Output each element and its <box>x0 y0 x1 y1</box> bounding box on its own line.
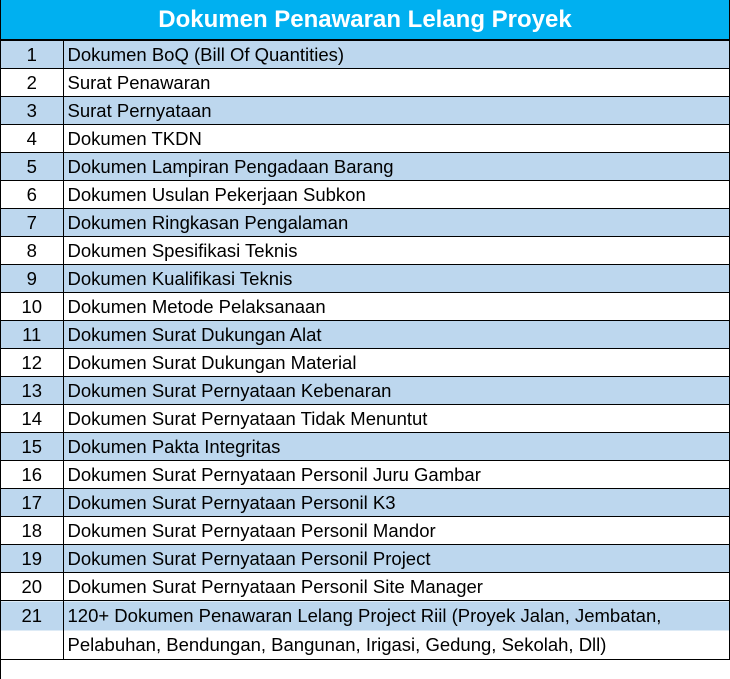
document-name: Dokumen Surat Pernyataan Tidak Menuntut <box>63 405 730 433</box>
row-number: 4 <box>1 125 63 153</box>
document-table-body <box>1 41 730 660</box>
table-row <box>1 265 730 293</box>
document-name: Dokumen Surat Pernyataan Personil Site Manager <box>63 573 730 601</box>
document-name-line-2: Pelabuhan, Bendungan, Bangunan, Irigasi, Gedung, Sekolah, Dll) <box>67 634 607 655</box>
document-name <box>63 601 730 660</box>
row-number: 20 <box>1 573 63 601</box>
row-number: 10 <box>1 293 63 321</box>
row-number: 19 <box>1 545 63 573</box>
table-row <box>1 125 730 153</box>
table-row <box>1 209 730 237</box>
table-row <box>1 573 730 601</box>
row-number: 1 <box>1 41 63 69</box>
document-name: Dokumen Surat Dukungan Alat <box>63 321 730 349</box>
row-number: 2 <box>1 69 63 97</box>
table-row <box>1 545 730 573</box>
table-row <box>1 321 730 349</box>
table-row <box>1 181 730 209</box>
row-number: 16 <box>1 461 63 489</box>
table-row <box>1 293 730 321</box>
document-name: Dokumen TKDN <box>63 125 730 153</box>
row-number: 18 <box>1 517 63 545</box>
row-number: 7 <box>1 209 63 237</box>
table-row <box>1 405 730 433</box>
row-number: 9 <box>1 265 63 293</box>
table-row <box>1 153 730 181</box>
document-name: Surat Pernyataan <box>63 97 730 125</box>
document-name: Dokumen Kualifikasi Teknis <box>63 265 730 293</box>
table-title: Dokumen Penawaran Lelang Proyek <box>1 0 730 40</box>
table-row <box>1 97 730 125</box>
table-row <box>1 601 730 660</box>
table-row <box>1 69 730 97</box>
document-name: Dokumen Surat Dukungan Material <box>63 349 730 377</box>
document-name: Dokumen BoQ (Bill Of Quantities) <box>63 41 730 69</box>
table-row <box>1 41 730 69</box>
document-name: Dokumen Usulan Pekerjaan Subkon <box>63 181 730 209</box>
table-row <box>1 377 730 405</box>
table-row <box>1 461 730 489</box>
row-number: 17 <box>1 489 63 517</box>
document-name: Dokumen Metode Pelaksanaan <box>63 293 730 321</box>
row-number: 5 <box>1 153 63 181</box>
document-name-line-1: 120+ Dokumen Penawaran Lelang Project Riil (Proyek Jalan, Jembatan, <box>67 605 662 626</box>
table-row <box>1 349 730 377</box>
table-row <box>1 237 730 265</box>
row-number: 15 <box>1 433 63 461</box>
document-name: Dokumen Surat Pernyataan Kebenaran <box>63 377 730 405</box>
document-name: Surat Penawaran <box>63 69 730 97</box>
row-number: 21 <box>1 601 63 660</box>
document-table <box>1 40 730 660</box>
document-name: Dokumen Lampiran Pengadaan Barang <box>63 153 730 181</box>
document-name: Dokumen Surat Pernyataan Personil Project <box>63 545 730 573</box>
table-row <box>1 489 730 517</box>
document-name: Dokumen Spesifikasi Teknis <box>63 237 730 265</box>
document-name: Dokumen Ringkasan Pengalaman <box>63 209 730 237</box>
row-number: 11 <box>1 321 63 349</box>
document-name: Dokumen Surat Pernyataan Personil K3 <box>63 489 730 517</box>
row-number: 14 <box>1 405 63 433</box>
document-name: Dokumen Surat Pernyataan Personil Juru Gambar <box>63 461 730 489</box>
document-name: Dokumen Pakta Integritas <box>63 433 730 461</box>
table-row <box>1 433 730 461</box>
row-number: 13 <box>1 377 63 405</box>
row-number: 6 <box>1 181 63 209</box>
row-number: 3 <box>1 97 63 125</box>
document-name: Dokumen Surat Pernyataan Personil Mandor <box>63 517 730 545</box>
table-row <box>1 517 730 545</box>
row-number: 12 <box>1 349 63 377</box>
row-number: 8 <box>1 237 63 265</box>
